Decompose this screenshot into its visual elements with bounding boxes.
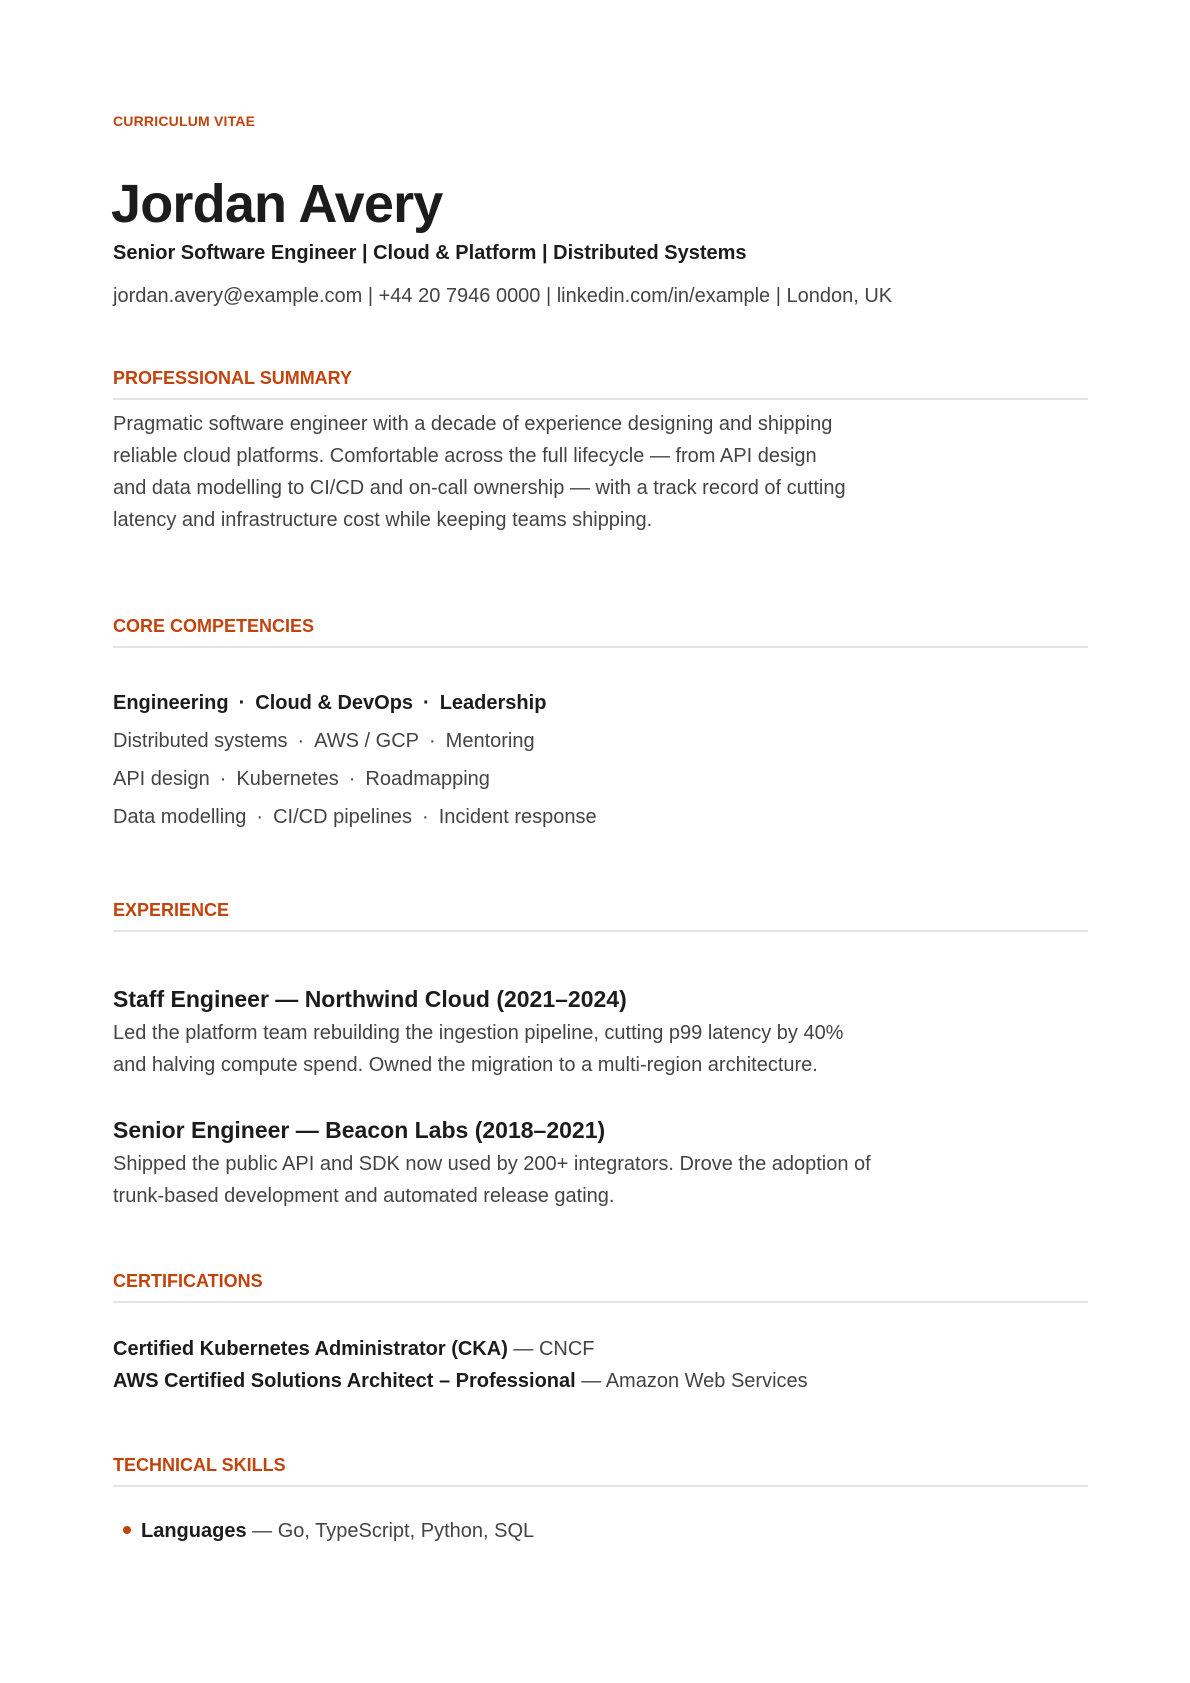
separator-dot: ·	[238, 692, 246, 714]
certification-issuer: — Amazon Web Services	[581, 1370, 808, 1392]
competency-item: Data modelling	[113, 806, 247, 828]
job-title: Senior Engineer — Beacon Labs (2018–2021)	[113, 1117, 606, 1143]
section-title-skills: TECHNICAL SKILLS	[113, 1455, 286, 1475]
competency-item: Kubernetes	[236, 768, 339, 790]
section-divider	[113, 1301, 1088, 1303]
candidate-name: Jordan Avery	[111, 174, 443, 234]
skill-item	[123, 1518, 534, 1544]
separator-dot: ·	[429, 730, 436, 752]
competency-header-row	[113, 690, 546, 716]
competency-item: Roadmapping	[365, 768, 490, 790]
document-eyebrow: CURRICULUM VITAE	[113, 113, 256, 129]
competency-column-label: Engineering	[113, 692, 229, 714]
contact-line: jordan.avery@example.com | +44 20 7946 0000 | linkedin.com/in/example | London, UK	[113, 285, 893, 307]
separator-dot: ·	[422, 806, 429, 828]
section-divider	[113, 1485, 1088, 1487]
competency-item: API design	[113, 768, 210, 790]
separator-dot: ·	[348, 768, 356, 790]
certification-issuer: — CNCF	[513, 1338, 595, 1360]
job-description-line: Led the platform team rebuilding the ingestion pipeline, cutting p99 latency by 40%	[113, 1022, 844, 1044]
competency-column-label: Cloud & DevOps	[255, 692, 414, 714]
summary-line: and data modelling to CI/CD and on-call ownership — with a track record of cutting	[113, 477, 846, 499]
summary-section	[113, 366, 1088, 390]
competencies-section	[113, 614, 1088, 638]
section-divider	[113, 646, 1088, 648]
job-description-line: Shipped the public API and SDK now used by 200+ integrators. Drove the adoption of	[113, 1153, 871, 1175]
job-title: Staff Engineer — Northwind Cloud (2021–2024)	[113, 986, 627, 1012]
job-description-line: and halving compute spend. Owned the migration to a multi-region architecture.	[113, 1054, 818, 1076]
experience-section	[113, 898, 1088, 922]
separator-dot: ·	[219, 768, 227, 790]
skills-section	[113, 1453, 1088, 1477]
competency-row	[113, 766, 490, 792]
competency-row	[113, 804, 597, 830]
certification-item	[113, 1368, 808, 1394]
separator-dot: ·	[297, 730, 305, 752]
competency-column-label: Leadership	[439, 692, 547, 714]
skill-label: Languages	[141, 1520, 247, 1542]
candidate-headline: Senior Software Engineer | Cloud & Platform | Distributed Systems	[113, 242, 747, 264]
competency-row	[113, 728, 535, 754]
competency-item: AWS / GCP	[314, 730, 419, 752]
summary-line: Pragmatic software engineer with a decade of experience designing and shipping	[113, 413, 833, 435]
bullet-icon	[123, 1526, 131, 1534]
section-divider	[113, 398, 1088, 400]
separator-dot: ·	[256, 806, 264, 828]
certification-name: AWS Certified Solutions Architect – Professional	[113, 1370, 576, 1392]
skill-value: — Go, TypeScript, Python, SQL	[252, 1520, 535, 1542]
certification-item	[113, 1336, 595, 1362]
summary-line: latency and infrastructure cost while keeping teams shipping.	[113, 509, 653, 531]
summary-line: reliable cloud platforms. Comfortable across the full lifecycle — from API design	[113, 445, 817, 467]
competency-item: CI/CD pipelines	[273, 806, 413, 828]
job-description-line: trunk-based development and automated release gating.	[113, 1185, 615, 1207]
section-title-certifications: CERTIFICATIONS	[113, 1271, 263, 1291]
section-divider	[113, 930, 1088, 932]
separator-dot: ·	[423, 692, 430, 714]
section-title-competencies: CORE COMPETENCIES	[113, 616, 315, 636]
section-title-summary: PROFESSIONAL SUMMARY	[113, 368, 353, 388]
competency-item: Mentoring	[445, 730, 535, 752]
competency-item: Distributed systems	[113, 730, 288, 752]
competency-item: Incident response	[438, 806, 597, 828]
section-title-experience: EXPERIENCE	[113, 900, 230, 920]
certification-name: Certified Kubernetes Administrator (CKA)	[113, 1338, 508, 1360]
certifications-section	[113, 1269, 1088, 1293]
